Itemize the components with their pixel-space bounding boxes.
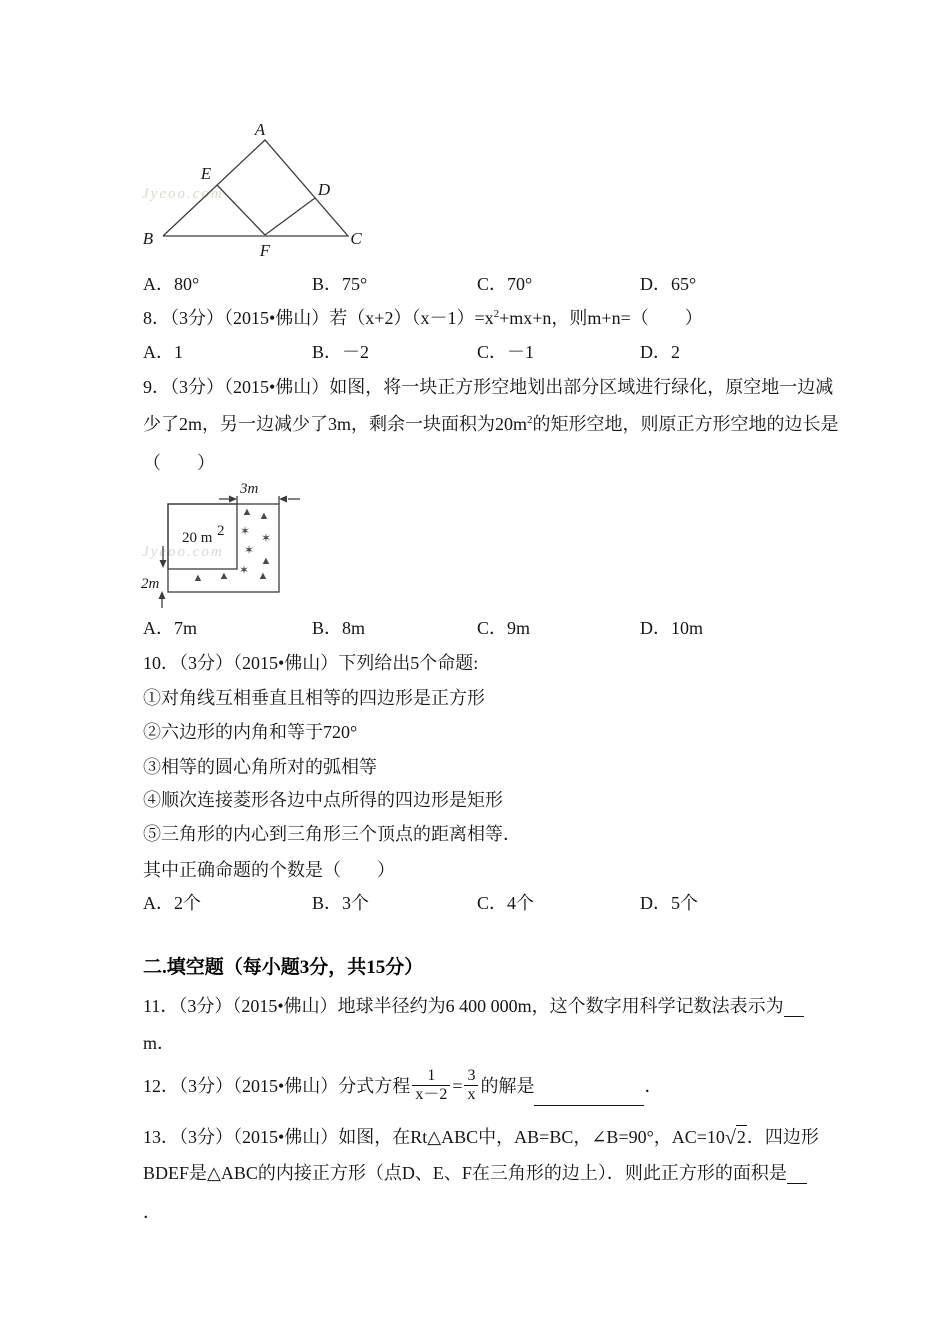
q9-option-b: B．8m bbox=[312, 618, 366, 638]
square-plot-figure bbox=[140, 478, 310, 612]
q10-proposition-3: ③相等的圆心角所对的弧相等 bbox=[143, 757, 377, 777]
q7-option-d: D．65° bbox=[640, 274, 697, 294]
arrow-right-icon bbox=[229, 496, 237, 503]
q9-option-d: D．10m bbox=[640, 618, 703, 638]
q8-stem-post: +mx+n，则m+n=（ ） bbox=[499, 308, 703, 328]
q10-stem: 10．（3分）（2015•佛山）下列给出5个命题: bbox=[143, 653, 479, 673]
fraction-numerator: 1 bbox=[412, 1067, 450, 1086]
q10-proposition-2: ②六边形的内角和等于720° bbox=[143, 722, 358, 742]
q13-line1 bbox=[143, 1125, 819, 1148]
dim-left-label: 2m bbox=[141, 576, 160, 592]
tree-icon: ▲ bbox=[257, 570, 269, 582]
tree-icon: ▲ bbox=[260, 555, 272, 567]
q12-period: ． bbox=[644, 1076, 663, 1096]
q10-proposition-1: ①对角线互相垂直且相等的四边形是正方形 bbox=[143, 688, 485, 708]
fraction-right bbox=[464, 1067, 478, 1104]
q8-exponent: 2 bbox=[493, 308, 500, 320]
q13-text-pre: 13．（3分）（2015•佛山）如图，在Rt△ABC中，AB=BC，∠B=90°，AC=10 bbox=[143, 1127, 725, 1147]
area-label: 20 m bbox=[182, 530, 213, 546]
q8-options-row bbox=[0, 341, 950, 365]
star-icon: ✶ bbox=[239, 524, 251, 538]
q7-option-c: C．70° bbox=[477, 274, 533, 294]
area-label-exponent: 2 bbox=[217, 523, 225, 539]
q10-proposition-5: ⑤三角形的内心到三角形三个顶点的距离相等． bbox=[143, 824, 521, 844]
q10-option-d: D．5个 bbox=[640, 893, 698, 913]
q9-line1: 9．（3分）（2015•佛山）如图，将一块正方形空地划出部分区域进行绿化，原空地一边减 bbox=[143, 377, 834, 397]
tree-icon: ▲ bbox=[241, 506, 253, 518]
q13-line2 bbox=[143, 1162, 807, 1184]
radicand: 2 bbox=[736, 1127, 746, 1147]
q12-text-post: 的解是 bbox=[480, 1076, 535, 1096]
watermark: Jyeoo.com bbox=[142, 186, 224, 202]
triangle-figure bbox=[138, 113, 378, 265]
fraction-left bbox=[412, 1067, 450, 1104]
q9-line2-pre: 少了2m，另一边减少了3m，剩余一块面积为20m bbox=[143, 414, 528, 434]
q9-options-row bbox=[0, 617, 950, 641]
vertex-label-f: F bbox=[259, 241, 271, 260]
q11-line2: m． bbox=[143, 1033, 176, 1053]
q8-option-c: C．－1 bbox=[477, 342, 535, 362]
segment-ef bbox=[217, 185, 265, 235]
q13-text-line2: BDEF是△ABC的内接正方形（点D、E、F在三角形的边上）．则此正方形的面积是 bbox=[143, 1163, 787, 1183]
tree-icon: ▲ bbox=[192, 572, 204, 584]
q9-exponent: 2 bbox=[527, 414, 533, 426]
vertex-label-d: D bbox=[317, 180, 331, 199]
q10-closing: 其中正确命题的个数是（ ） bbox=[143, 860, 395, 880]
q8-option-d: D．2 bbox=[640, 342, 680, 362]
arrow-down-icon bbox=[160, 560, 167, 568]
square-root: √2 bbox=[724, 1127, 746, 1149]
vertex-label-c: C bbox=[350, 229, 362, 248]
q7-option-b: B．75° bbox=[312, 274, 368, 294]
answer-blank bbox=[534, 1088, 644, 1106]
q8-stem-pre: 8．（3分）（2015•佛山）若（x+2）（x－1）=x bbox=[143, 308, 494, 328]
section-2-header: 二.填空题（每小题3分，共15分） bbox=[143, 957, 424, 978]
q11-line1 bbox=[143, 995, 804, 1017]
vertex-label-a: A bbox=[254, 120, 266, 139]
segment-df bbox=[265, 198, 315, 235]
q7-option-a: A．80° bbox=[143, 274, 200, 294]
star-icon: ✶ bbox=[260, 531, 272, 545]
fraction-denominator: x－2 bbox=[415, 1086, 448, 1104]
equals-sign: = bbox=[452, 1076, 463, 1096]
q12-line bbox=[143, 1066, 662, 1106]
q8-option-b: B．－2 bbox=[312, 342, 370, 362]
q9-line3: （ ） bbox=[143, 453, 215, 473]
q13-text-post: ．四边形 bbox=[746, 1127, 819, 1147]
q9-option-a: A．7m bbox=[143, 618, 197, 638]
q9-line2-post: 的矩形空地，则原正方形空地的边长是 bbox=[532, 414, 839, 434]
tree-icon: ▲ bbox=[218, 570, 230, 582]
q13-line3: ． bbox=[143, 1202, 161, 1222]
q9-line2 bbox=[143, 413, 839, 435]
dim-top-label: 3m bbox=[240, 481, 259, 497]
star-icon: ✶ bbox=[243, 543, 255, 557]
q10-option-b: B．3个 bbox=[312, 893, 370, 913]
q11-text: 11．（3分）（2015•佛山）地球半径约为6 400 000m，这个数字用科学记数法表示为 bbox=[143, 996, 784, 1016]
star-icon: ✶ bbox=[238, 563, 250, 577]
q10-option-c: C．4个 bbox=[477, 893, 535, 913]
watermark: Jyeoo.com bbox=[142, 544, 224, 560]
vertex-label-e: E bbox=[200, 164, 212, 183]
q10-option-a: A．2个 bbox=[143, 893, 201, 913]
vertex-label-b: B bbox=[142, 229, 154, 248]
q8-option-a: A．1 bbox=[143, 342, 183, 362]
arrow-left-icon bbox=[279, 496, 287, 503]
fraction-denominator: x bbox=[467, 1086, 476, 1104]
q7-options-row bbox=[0, 273, 950, 297]
q12-text-pre: 12．（3分）（2015•佛山）分式方程 bbox=[143, 1076, 411, 1096]
q10-proposition-4: ④顺次连接菱形各边中点所得的四边形是矩形 bbox=[143, 790, 503, 810]
tree-icon: ▲ bbox=[258, 510, 270, 522]
fraction-numerator: 3 bbox=[464, 1067, 478, 1086]
q10-options-row bbox=[0, 892, 950, 916]
answer-blank bbox=[784, 999, 804, 1017]
arrow-up-icon bbox=[159, 591, 166, 599]
q9-option-c: C．9m bbox=[477, 618, 531, 638]
q8-stem bbox=[143, 307, 703, 329]
answer-blank bbox=[787, 1166, 807, 1184]
